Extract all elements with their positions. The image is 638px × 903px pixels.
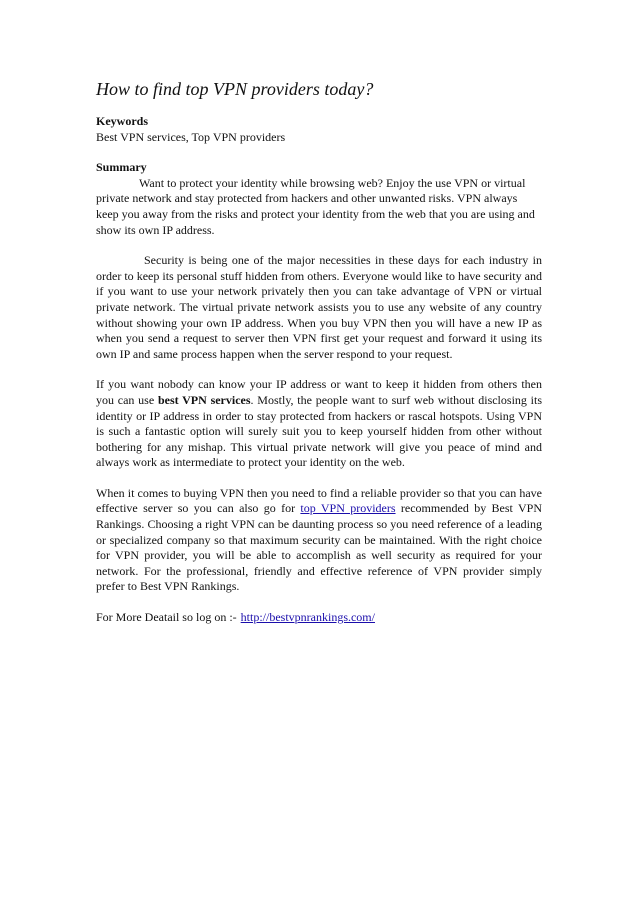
website-link[interactable]: http://bestvpnrankings.com/ <box>240 610 375 625</box>
summary-label: Summary <box>96 160 147 175</box>
best-vpn-services-bold: best VPN services <box>157 392 251 407</box>
keywords-text: Best VPN services, Top VPN providers <box>96 129 286 144</box>
body-paragraph-2-text-a: If you want nobody can know your IP address or want to keep it hidden from others then you can use <box>96 377 542 407</box>
footer-text: For More Deatail so log on :- <box>96 610 237 625</box>
body-paragraph-1: Security is being one of the major necessities in these days for each industry in order to keep its personal stuff hidden from others. Everyone would like to have security and if you want to use your network privately then you can take advantage of VPN or virtual private network. The virtual private network assists you to use any website of any country without showing your own IP address. When you buy VPN then you will have a new IP as when you send a request to server then VPN first get your request and forward it using its own IP and same process happen when the server respond to your request. <box>96 253 542 361</box>
body-paragraph-3-text-b: recommended by Best VPN Rankings. Choosing a right VPN can be daunting process so you need reference of a leading or specialized company so that maximum security can be maintained. With the right choice for VPN provider, you will be able to accomplish as well security as required for your network. For the professional, friendly and effective reference of VPN provider simply prefer to Best VPN Rankings. <box>96 501 542 594</box>
body-paragraph-3 <box>96 486 542 595</box>
keywords-label: Keywords <box>96 114 148 128</box>
keywords-section <box>96 114 542 145</box>
body-paragraph-2 <box>96 377 542 471</box>
body-paragraph-3-text-a: When it comes to buying VPN then you need to find a reliable provider so that you can have effective server so you can also go for <box>96 485 542 516</box>
top-vpn-providers-link[interactable]: top VPN providers <box>300 501 396 516</box>
footer-line <box>96 610 542 626</box>
summary-text: Want to protect your identity while browsing web? Enjoy the use VPN or virtual private network and stay protected from hackers and other unwanted risks. VPN always keep you away from the risks and protect your identity from the web that you are using and show its own IP address. <box>96 175 535 237</box>
document-page <box>96 78 542 641</box>
document-title: How to find top VPN providers today? <box>96 79 374 99</box>
body-paragraph-2-text-b: . Mostly, the people want to surf web without disclosing its identity or IP address in order to stay protected from hackers or rascal hotspots. Using VPN is such a fantastic option will surely suit you to keep yourself hidden from other without bothering for any mishap. This virtual private network will give you peace of mind and always work as intermediate to protect your identity on the web. <box>96 392 542 470</box>
summary-section <box>96 160 542 238</box>
